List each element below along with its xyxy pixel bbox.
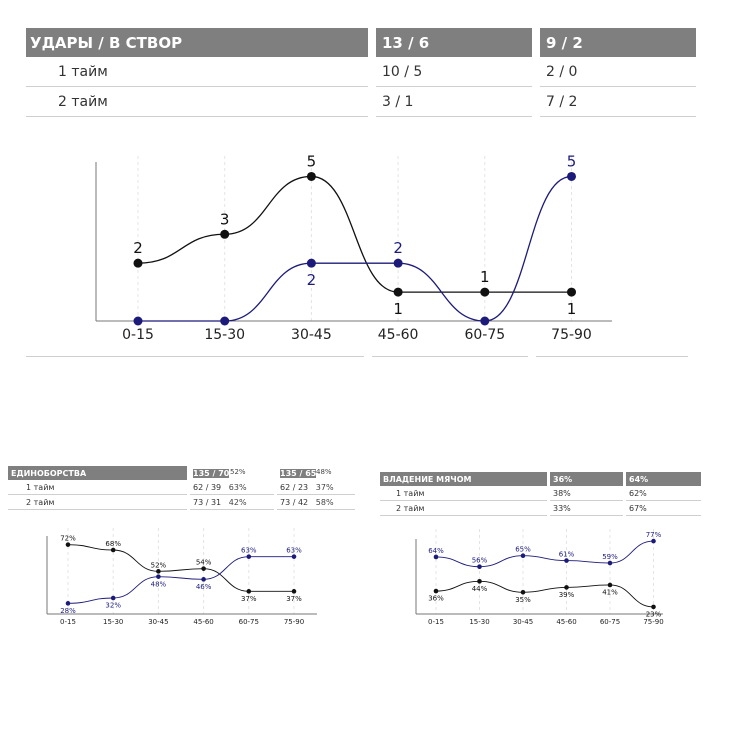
data-label: 52% (150, 561, 167, 570)
data-label: 1 (566, 300, 577, 319)
data-point (651, 605, 656, 610)
duels-header-team2: 135 / 65 (280, 468, 317, 478)
data-point (434, 589, 439, 594)
possession-row-team1: 33% (550, 501, 623, 516)
data-label: 2 (306, 271, 317, 290)
series-line (68, 557, 294, 604)
data-point (220, 317, 229, 326)
data-label: 56% (471, 556, 488, 565)
data-point (564, 558, 569, 563)
data-point (247, 589, 252, 594)
shots-row-team2: 2 / 0 (540, 57, 696, 87)
shots-header-team1: 13 / 6 (376, 28, 532, 57)
data-point (66, 601, 71, 606)
duels-row-team2-pct: 37% (315, 482, 334, 492)
duels-header-team1: 135 / 70 (193, 468, 230, 478)
data-point (220, 230, 229, 239)
data-point (521, 553, 526, 558)
x-tick-label: 60-75 (238, 618, 259, 626)
data-label: 2 (133, 239, 143, 258)
duels-row-label: 1 тайм (8, 480, 187, 495)
data-point (156, 569, 161, 574)
x-tick-label: 0-15 (428, 618, 444, 626)
data-point (66, 542, 71, 547)
data-label: 39% (558, 591, 575, 600)
shots-row-label: 2 тайм (26, 87, 368, 117)
data-point (247, 554, 252, 559)
possession-row-team2: 62% (626, 486, 701, 501)
x-tick-label: 0-15 (122, 327, 154, 343)
possession-row-team1: 38% (550, 486, 623, 501)
data-label: 3 (219, 210, 230, 229)
duels-table (8, 466, 355, 510)
data-label: 37% (286, 594, 302, 603)
data-point (134, 259, 143, 268)
divider (536, 356, 688, 357)
data-point (521, 590, 526, 595)
data-label: 63% (241, 546, 257, 555)
data-label: 44% (471, 584, 488, 593)
divider (26, 356, 364, 357)
data-point (651, 539, 656, 544)
data-point (307, 172, 316, 181)
data-point (608, 583, 613, 588)
data-point (480, 317, 489, 326)
series-line (436, 541, 654, 567)
possession-chart (398, 523, 728, 633)
x-tick-label: 75-90 (283, 618, 305, 626)
data-point (111, 596, 116, 601)
shots-row-team1: 3 / 1 (376, 87, 532, 117)
data-label: 46% (195, 582, 212, 591)
duels-row-label: 2 тайм (8, 495, 187, 510)
data-label: 41% (602, 588, 618, 597)
possession-header-team1: 36% (550, 472, 623, 486)
data-label: 77% (645, 531, 662, 540)
data-label: 37% (241, 594, 257, 603)
shots-row-team1: 10 / 5 (376, 57, 532, 87)
x-tick-label: 15-30 (469, 618, 490, 626)
data-label: 2 (393, 239, 403, 258)
x-tick-label: 45-60 (193, 618, 214, 626)
x-tick-label: 15-30 (204, 327, 246, 343)
x-tick-label: 60-75 (464, 327, 506, 343)
x-tick-label: 45-60 (556, 618, 577, 626)
data-label: 1 (480, 268, 490, 287)
duels-row-team1: 62 / 39 (193, 482, 222, 492)
shots-table (26, 28, 696, 117)
data-label: 65% (515, 545, 531, 554)
shots-row-label: 1 тайм (26, 57, 368, 87)
data-label: 35% (515, 595, 531, 604)
data-point (134, 317, 143, 326)
data-point (434, 555, 439, 560)
data-label: 28% (60, 606, 76, 615)
data-label: 32% (105, 601, 121, 610)
data-label: 54% (195, 558, 212, 567)
data-point (111, 548, 116, 553)
duels-row-team1-pct: 63% (228, 482, 247, 492)
divider (372, 356, 528, 357)
data-point (156, 574, 161, 579)
data-label: 63% (286, 546, 302, 555)
x-tick-label: 60-75 (599, 618, 621, 626)
duels-chart (20, 522, 350, 632)
duels-header-title: ЕДИНОБОРСТВА (8, 466, 187, 480)
data-label: 23% (645, 610, 662, 619)
shots-header-team2: 9 / 2 (540, 28, 696, 57)
data-point (564, 585, 569, 590)
data-label: 64% (428, 546, 444, 555)
data-label: 59% (602, 553, 618, 562)
data-label: 1 (393, 300, 403, 319)
data-point (477, 564, 482, 569)
series-line (138, 176, 572, 321)
data-point (201, 577, 206, 582)
duels-header-team1-pct: 52% (230, 468, 246, 476)
duels-row-team2: 62 / 23 (280, 482, 309, 492)
possession-row-team2: 67% (626, 501, 701, 516)
x-tick-label: 75-90 (643, 618, 664, 626)
x-tick-label: 75-90 (551, 327, 592, 343)
data-label: 72% (60, 534, 76, 543)
data-point (567, 288, 576, 297)
x-tick-label: 30-45 (512, 618, 534, 626)
duels-row-team1: 73 / 31 (193, 497, 222, 507)
duels-row-team2-pct: 58% (315, 497, 334, 507)
data-label: 68% (105, 540, 121, 548)
data-point (394, 259, 403, 268)
possession-row-label: 2 тайм (380, 501, 547, 516)
shots-header-title: УДАРЫ / В СТВОР (26, 28, 368, 57)
data-point (292, 589, 297, 594)
duels-header-team2-pct: 48% (316, 468, 332, 476)
data-label: 48% (150, 580, 167, 589)
data-point (307, 259, 316, 268)
data-point (201, 566, 206, 571)
duels-row-team2: 73 / 42 (280, 497, 309, 507)
x-tick-label: 45-60 (377, 327, 419, 343)
data-point (477, 579, 482, 584)
x-tick-label: 0-15 (60, 618, 76, 626)
data-label: 5 (566, 152, 577, 171)
series-line (436, 581, 654, 607)
x-tick-label: 15-30 (103, 618, 124, 626)
data-label: 36% (428, 594, 444, 603)
shots-row-team2: 7 / 2 (540, 87, 696, 117)
x-tick-label: 30-45 (291, 327, 332, 343)
data-point (394, 288, 403, 297)
shots-chart (0, 130, 735, 390)
data-point (480, 288, 489, 297)
possession-header-team2: 64% (626, 472, 701, 486)
x-tick-label: 30-45 (148, 618, 169, 626)
data-point (608, 561, 613, 566)
data-point (567, 172, 576, 181)
possession-row-label: 1 тайм (380, 486, 547, 501)
data-point (292, 554, 297, 559)
series-line (68, 545, 294, 592)
possession-header-title: ВЛАДЕНИЕ МЯЧОМ (380, 472, 547, 486)
possession-table (380, 472, 701, 516)
data-label: 61% (558, 550, 575, 559)
series-line (138, 176, 572, 292)
data-label: 5 (306, 152, 317, 171)
duels-row-team1-pct: 42% (228, 497, 247, 507)
